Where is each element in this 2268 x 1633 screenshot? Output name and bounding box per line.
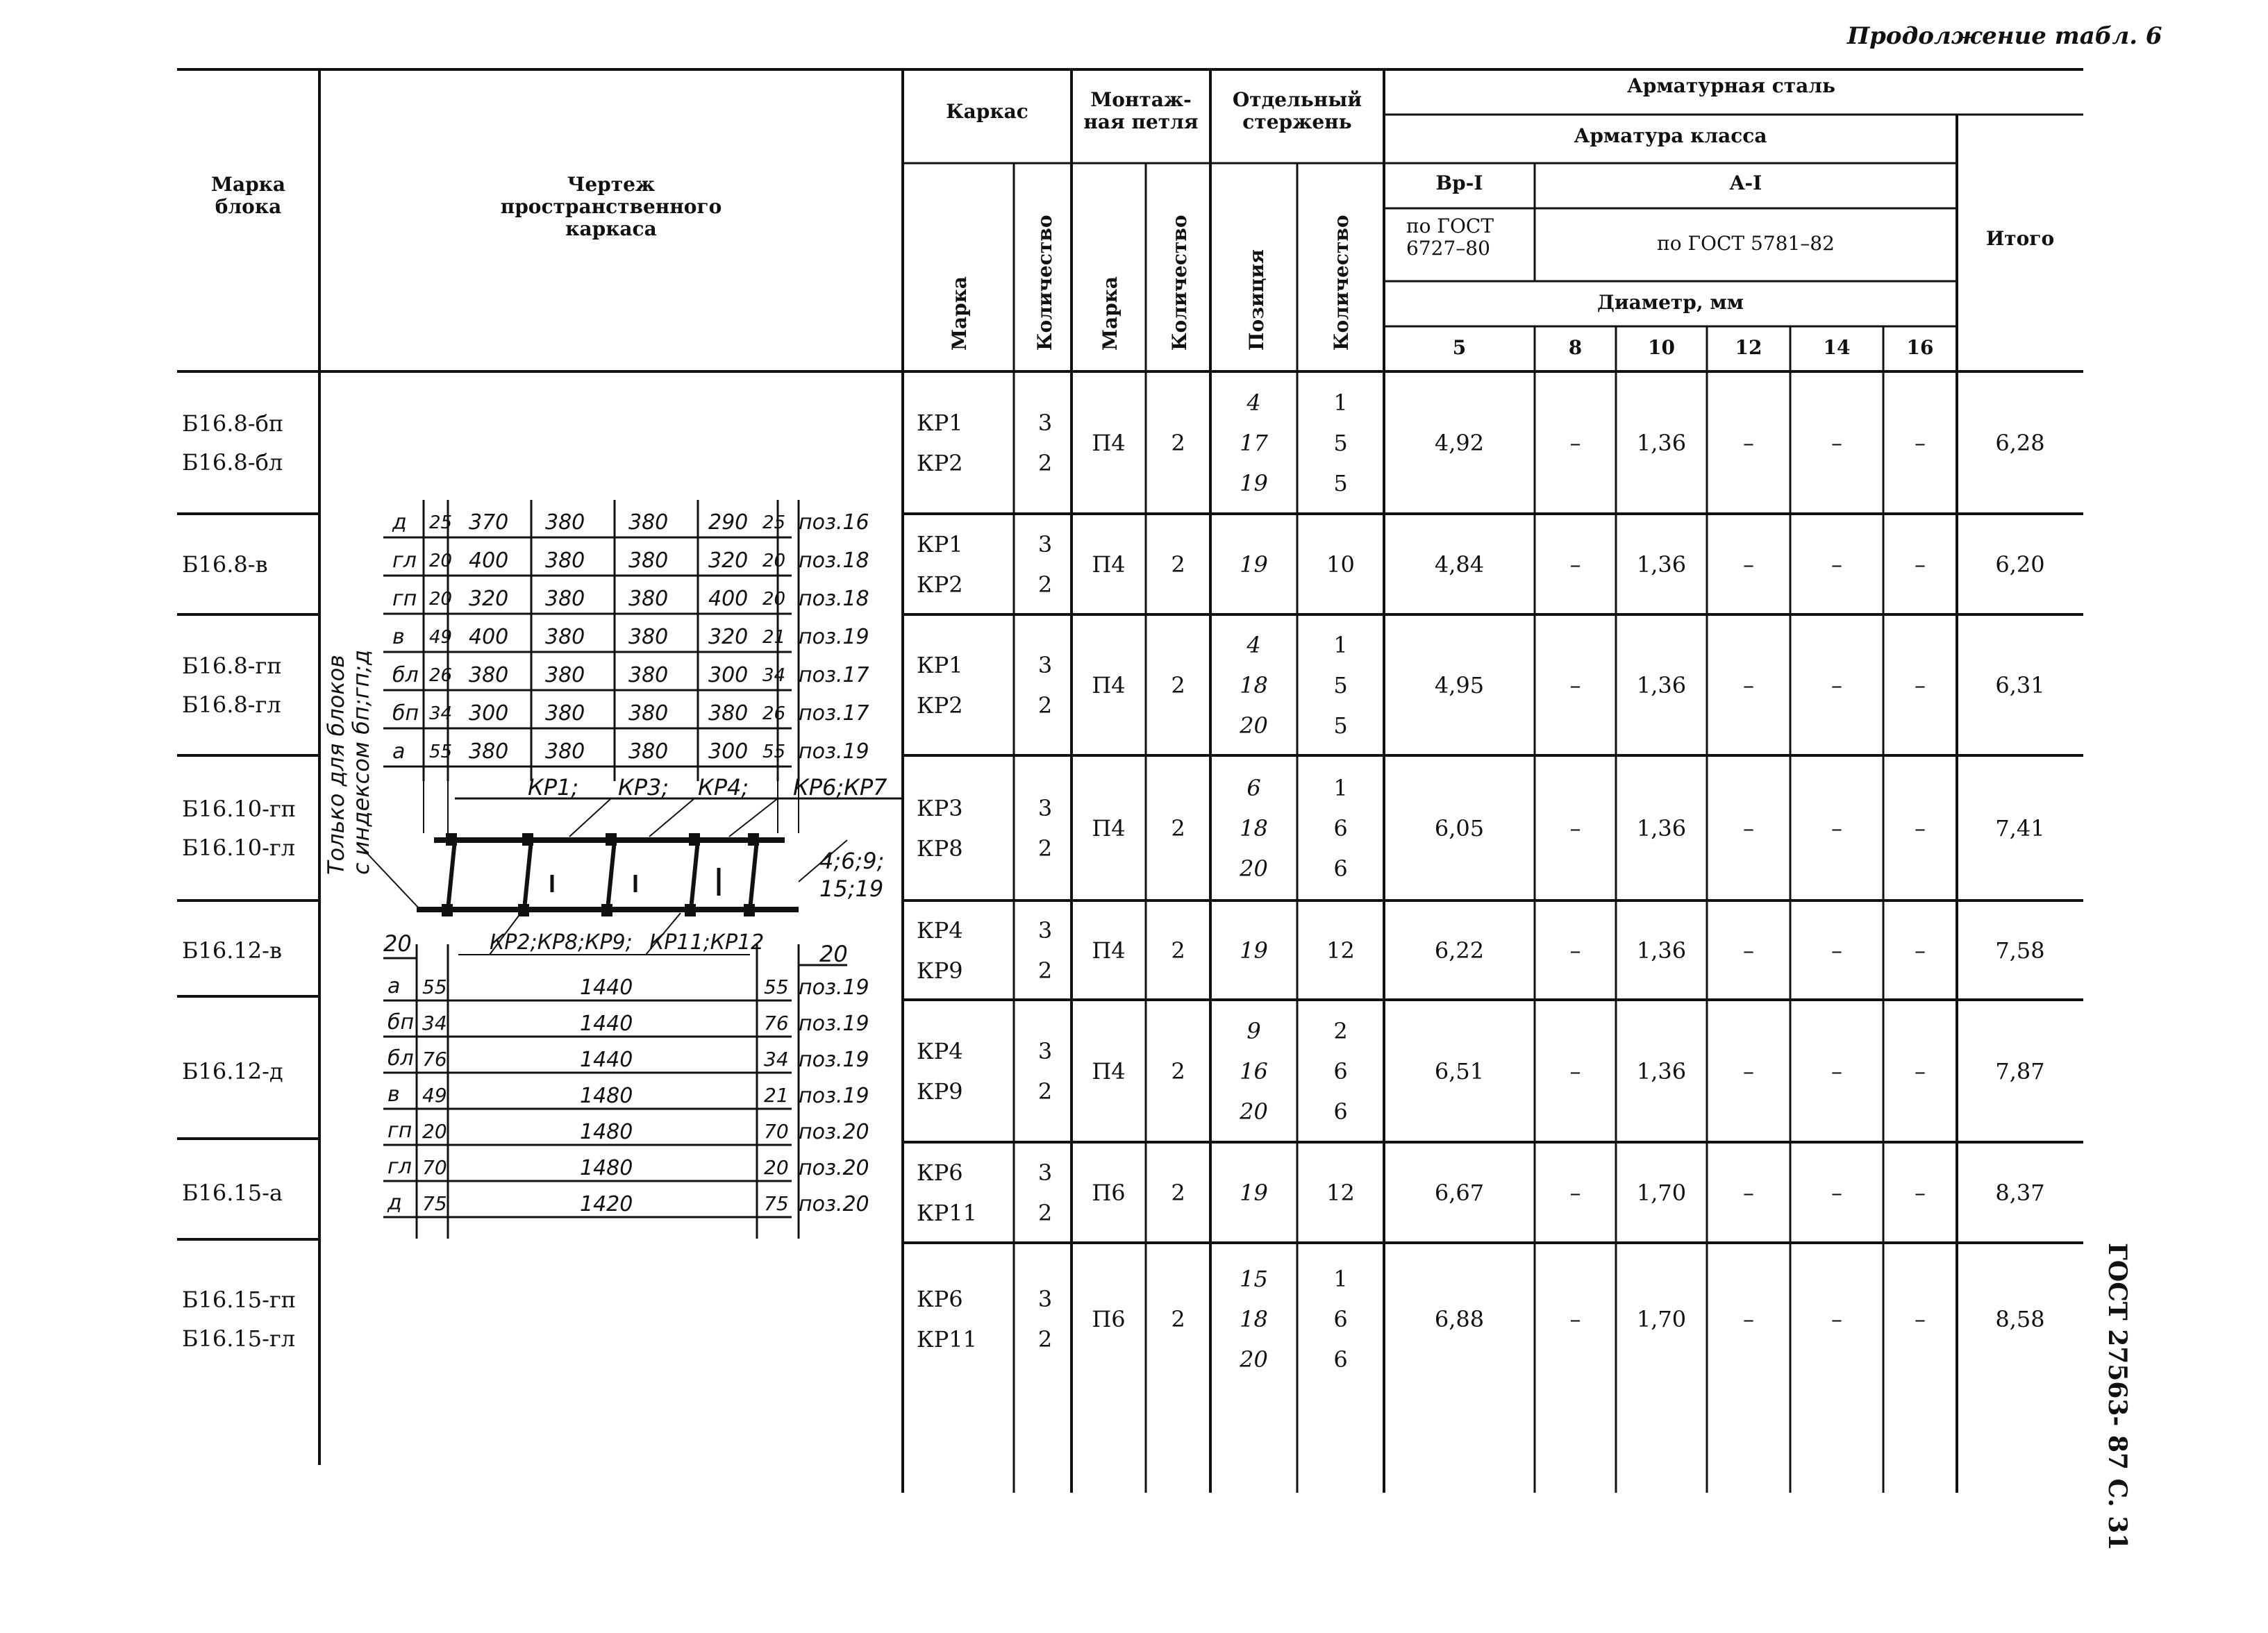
- cell-d14: –: [1831, 671, 1842, 698]
- cell-d10: 1,36: [1636, 671, 1687, 698]
- position-label: поз.19: [799, 1012, 869, 1036]
- block-mark: Б16.15-а: [182, 1179, 283, 1206]
- dim-value: 380: [469, 663, 509, 687]
- cell-d5: 6,05: [1434, 814, 1485, 841]
- dim-value: 75: [764, 1192, 789, 1215]
- cell-pos: 6 18 20: [1240, 774, 1268, 882]
- cell-d12: –: [1743, 1179, 1754, 1206]
- edge-dim: 20: [383, 930, 412, 957]
- cell-d14: –: [1831, 814, 1842, 841]
- cell-d14: –: [1831, 937, 1842, 964]
- position-label: поз.20: [799, 1156, 869, 1180]
- cell-d14: –: [1831, 1057, 1842, 1085]
- dim-value: 34: [429, 703, 453, 724]
- cell-pq: 10: [1326, 551, 1355, 578]
- cell-lq: 2: [1171, 429, 1185, 456]
- col-steel-header: Арматурная сталь: [1626, 74, 1836, 97]
- dim-value: 70: [422, 1156, 447, 1179]
- dim-value: 380: [545, 739, 585, 764]
- dim-value: 76: [764, 1012, 789, 1035]
- dim-value: 25: [762, 512, 786, 533]
- frame-node: [744, 904, 755, 916]
- cell-kq: 3 2: [1037, 794, 1053, 862]
- row-index: бл: [387, 1046, 414, 1071]
- block-mark: Б16.12-д: [182, 1057, 283, 1085]
- cell-lq: 2: [1171, 937, 1185, 964]
- dim-value: 400: [469, 625, 509, 649]
- cell-d10: 1,70: [1636, 1179, 1687, 1206]
- cell-d10: 1,36: [1636, 937, 1687, 964]
- dim-value: 380: [545, 663, 585, 687]
- row-index: в: [392, 625, 405, 649]
- row-index: д: [392, 510, 407, 535]
- dim-value: 380: [545, 701, 585, 726]
- dim-value: 34: [762, 665, 786, 686]
- cell-karkas: КР1 КР2: [917, 651, 963, 719]
- karkas-qty-header: Количество: [1033, 215, 1056, 351]
- cell-d14: –: [1831, 1306, 1842, 1332]
- cell-d14: –: [1831, 551, 1842, 578]
- col-drawing-header: Чертеж пространственного каркаса: [500, 173, 722, 240]
- dim-value: 300: [708, 663, 749, 687]
- cell-d12: –: [1743, 429, 1754, 456]
- frame-label-bottom: КР11;КР12: [649, 930, 765, 955]
- dim-value: 320: [708, 548, 749, 573]
- row-index: гл: [392, 548, 417, 573]
- cell-d10: 1,36: [1636, 551, 1687, 578]
- dim-value: 55: [762, 742, 786, 762]
- cell-d12: –: [1743, 1306, 1754, 1332]
- right-position-label: 4;6;9; 15;19: [819, 848, 885, 902]
- frame-node: [606, 833, 617, 846]
- dim-value: 320: [708, 625, 749, 649]
- leader-line: [649, 798, 694, 837]
- cell-d16: –: [1915, 551, 1926, 578]
- dim-value: 49: [429, 627, 453, 648]
- diam-16: 16: [1906, 336, 1934, 359]
- frame-post: [691, 840, 698, 910]
- rod-qty-header: Количество: [1330, 215, 1353, 351]
- dim-value: 380: [628, 663, 669, 687]
- frame-post: [524, 840, 531, 910]
- dim-value: 1480: [580, 1084, 633, 1108]
- cell-total: 8,58: [1995, 1306, 2045, 1332]
- cell-d12: –: [1743, 551, 1754, 578]
- cell-kq: 3 2: [1037, 409, 1053, 476]
- dim-value: 380: [628, 701, 669, 726]
- cell-d14: –: [1831, 1179, 1842, 1206]
- dim-value: 55: [764, 975, 789, 998]
- cell-pq: 2 6 6: [1333, 1017, 1348, 1125]
- diam-10: 10: [1648, 336, 1675, 359]
- dim-value: 380: [545, 510, 585, 535]
- rod-pos-header: Позиция: [1245, 249, 1268, 351]
- position-label: поз.17: [799, 663, 869, 687]
- cell-d16: –: [1915, 671, 1926, 698]
- cell-pq: 1 6 6: [1333, 774, 1348, 882]
- cell-total: 7,58: [1995, 937, 2045, 964]
- cell-d5: 6,67: [1434, 1179, 1485, 1206]
- position-label: поз.19: [799, 1084, 869, 1108]
- row-index: в: [387, 1082, 400, 1107]
- cell-pq: 1 5 5: [1333, 389, 1348, 496]
- position-label: поз.20: [799, 1192, 869, 1216]
- cell-lq: 2: [1171, 1057, 1185, 1085]
- frame-node: [442, 904, 453, 916]
- col-mark-header: Марка блока: [210, 173, 286, 218]
- dim-value: 1440: [580, 1012, 633, 1036]
- cell-d8: –: [1569, 429, 1581, 456]
- cell-d5: 6,51: [1434, 1057, 1485, 1085]
- row-index: гп: [392, 587, 417, 611]
- cell-total: 6,20: [1995, 551, 2045, 578]
- cell-karkas: КР3 КР8: [917, 794, 963, 862]
- cell-loop: П4: [1092, 937, 1126, 964]
- cell-lq: 2: [1171, 1306, 1185, 1332]
- dim-value: 1480: [580, 1120, 633, 1144]
- col-rod-header: Отдельный стержень: [1232, 88, 1362, 133]
- leader-line: [569, 798, 611, 837]
- dim-value: 20: [764, 1156, 789, 1179]
- frame-label-top: КР6;КР7: [793, 774, 887, 801]
- row-index: д: [387, 1191, 402, 1215]
- dim-value: 320: [469, 587, 509, 611]
- diam-8: 8: [1568, 336, 1583, 359]
- diam-14: 14: [1823, 336, 1851, 359]
- dim-value: 1440: [580, 1048, 633, 1072]
- cell-lq: 2: [1171, 1179, 1185, 1206]
- cell-kq: 3 2: [1037, 530, 1053, 598]
- cell-kq: 3 2: [1037, 651, 1053, 719]
- dim-value: 1480: [580, 1156, 633, 1180]
- cell-d5: 4,95: [1434, 671, 1485, 698]
- dim-value: 380: [628, 739, 669, 764]
- dim-value: 26: [762, 703, 786, 724]
- cell-total: 8,37: [1995, 1179, 2045, 1206]
- dim-value: 380: [628, 510, 669, 535]
- cell-d16: –: [1915, 1179, 1926, 1206]
- cell-pos: 19: [1240, 551, 1268, 578]
- dim-value: 380: [545, 587, 585, 611]
- cell-karkas: КР1 КР2: [917, 530, 963, 598]
- cell-total: 6,31: [1995, 671, 2045, 698]
- cell-karkas: КР6 КР11: [917, 1159, 978, 1226]
- dim-value: 70: [764, 1120, 789, 1143]
- cell-d16: –: [1915, 429, 1926, 456]
- dim-value: 34: [764, 1048, 789, 1071]
- cell-pq: 1 5 5: [1333, 631, 1348, 739]
- frame-drawing: [319, 486, 903, 1250]
- dim-value: 380: [628, 587, 669, 611]
- position-label: поз.18: [799, 548, 869, 573]
- side-gost-label: ГОСТ 27563- 87 С. 31: [2103, 1243, 2132, 1551]
- frame-post: [448, 840, 455, 910]
- cell-kq: 3 2: [1037, 1037, 1053, 1105]
- row-index: бп: [392, 701, 419, 726]
- position-label: поз.19: [799, 975, 869, 1000]
- cell-total: 6,28: [1995, 429, 2045, 456]
- cell-d8: –: [1569, 814, 1581, 841]
- frame-node: [689, 833, 700, 846]
- cell-total: 7,87: [1995, 1057, 2045, 1085]
- dim-value: 380: [628, 625, 669, 649]
- cell-d5: 4,84: [1434, 551, 1485, 578]
- col-bp1-header: Вр-I: [1435, 171, 1483, 194]
- cell-karkas: КР1 КР2: [917, 409, 963, 476]
- cell-d8: –: [1569, 551, 1581, 578]
- position-label: поз.19: [799, 625, 869, 649]
- position-label: поз.20: [799, 1120, 869, 1144]
- dim-value: 76: [422, 1048, 447, 1071]
- col-karkas-header: Каркас: [946, 100, 1028, 123]
- cell-d12: –: [1743, 814, 1754, 841]
- cell-d16: –: [1915, 937, 1926, 964]
- dim-value: 380: [708, 701, 749, 726]
- frame-node: [446, 833, 457, 846]
- cell-loop: П4: [1092, 814, 1126, 841]
- cell-d8: –: [1569, 937, 1581, 964]
- cell-lq: 2: [1171, 671, 1185, 698]
- position-label: поз.19: [799, 739, 869, 764]
- dim-value: 20: [429, 551, 453, 571]
- cell-d5: 6,22: [1434, 937, 1485, 964]
- col-total-header: Итого: [1985, 227, 2055, 250]
- dim-value: 370: [469, 510, 509, 535]
- position-label: поз.19: [799, 1048, 869, 1072]
- cell-d16: –: [1915, 814, 1926, 841]
- row-index: гп: [387, 1119, 412, 1143]
- cell-kq: 3 2: [1037, 1286, 1053, 1353]
- row-index: а: [392, 739, 406, 764]
- frame-label-top: КР1;: [528, 774, 579, 801]
- dim-value: 21: [764, 1084, 789, 1107]
- dim-value: 49: [422, 1084, 447, 1107]
- cell-karkas: КР4 КР9: [917, 1037, 963, 1105]
- dim-value: 34: [422, 1012, 447, 1035]
- cell-d8: –: [1569, 671, 1581, 698]
- cell-d8: –: [1569, 1057, 1581, 1085]
- frame-node: [748, 833, 759, 846]
- cell-total: 7,41: [1995, 814, 2045, 841]
- cell-pos: 9 16 20: [1240, 1017, 1268, 1125]
- cell-d5: 6,88: [1434, 1306, 1485, 1332]
- dim-value: 20: [762, 551, 786, 571]
- karkas-mark-header: Марка: [948, 276, 971, 351]
- dim-value: 380: [628, 548, 669, 573]
- cell-kq: 3 2: [1037, 916, 1053, 984]
- dim-value: 55: [429, 742, 453, 762]
- cell-karkas: КР4 КР9: [917, 916, 963, 984]
- dim-value: 1440: [580, 975, 633, 1000]
- dim-value: 400: [469, 548, 509, 573]
- cell-pq: 12: [1326, 1179, 1355, 1206]
- vertical-note: Только для блоков с индексом бп;гп;д: [323, 649, 374, 875]
- dim-value: 380: [469, 739, 509, 764]
- block-mark: Б16.15-гп Б16.15-гл: [182, 1287, 297, 1352]
- block-mark: Б16.12-в: [182, 937, 282, 964]
- dim-value: 380: [545, 548, 585, 573]
- cell-d14: –: [1831, 429, 1842, 456]
- cell-d12: –: [1743, 1057, 1754, 1085]
- cell-loop: П4: [1092, 671, 1126, 698]
- cell-pq: 12: [1326, 937, 1355, 964]
- cell-pos: 4 17 19: [1240, 389, 1268, 496]
- cell-pq: 1 6 6: [1333, 1266, 1348, 1373]
- dim-value: 75: [422, 1192, 447, 1215]
- cell-karkas: КР6 КР11: [917, 1286, 978, 1353]
- edge-dim: 20: [819, 941, 848, 967]
- col-gost-a: по ГОСТ 5781–82: [1657, 232, 1835, 255]
- cell-d12: –: [1743, 671, 1754, 698]
- frame-node: [685, 904, 696, 916]
- position-label: поз.16: [799, 510, 869, 535]
- frame-label-top: КР4;: [698, 774, 749, 801]
- dim-value: 1420: [580, 1192, 633, 1216]
- row-index: бл: [392, 663, 419, 687]
- dim-value: 300: [708, 739, 749, 764]
- row-index: гл: [387, 1155, 412, 1179]
- dim-value: 400: [708, 587, 749, 611]
- col-gost-bp: по ГОСТ 6727–80: [1406, 215, 1494, 260]
- cell-lq: 2: [1171, 814, 1185, 841]
- cell-loop: П4: [1092, 1057, 1126, 1085]
- position-label: поз.18: [799, 587, 869, 611]
- cell-d10: 1,36: [1636, 1057, 1687, 1085]
- dim-value: 55: [422, 975, 447, 998]
- cell-loop: П6: [1092, 1306, 1126, 1332]
- cell-d5: 4,92: [1434, 429, 1485, 456]
- block-mark: Б16.10-гп Б16.10-гл: [182, 795, 297, 861]
- col-loop-header: Монтаж- ная петля: [1083, 88, 1199, 133]
- frame-post: [608, 840, 615, 910]
- cell-lq: 2: [1171, 551, 1185, 578]
- loop-qty-header: Количество: [1168, 215, 1191, 351]
- dim-value: 25: [429, 512, 453, 533]
- cell-d8: –: [1569, 1179, 1581, 1206]
- dim-value: 20: [429, 589, 453, 610]
- dim-value: 20: [762, 589, 786, 610]
- frame-node: [601, 904, 612, 916]
- col-diameter-header: Диаметр, мм: [1596, 291, 1744, 314]
- cell-pos: 19: [1240, 937, 1268, 964]
- dim-value: 290: [708, 510, 749, 535]
- dim-value: 20: [422, 1120, 447, 1143]
- row-index: бп: [387, 1010, 415, 1035]
- cell-d10: 1,36: [1636, 814, 1687, 841]
- cell-pos: 19: [1240, 1179, 1268, 1206]
- dim-value: 300: [469, 701, 509, 726]
- block-mark: Б16.8-в: [182, 551, 268, 578]
- col-class-header: Арматура класса: [1574, 124, 1767, 147]
- col-a1-header: A-I: [1729, 171, 1762, 194]
- diam-12: 12: [1735, 336, 1762, 359]
- frame-label-top: КР3;: [618, 774, 669, 801]
- cell-loop: П4: [1092, 429, 1126, 456]
- cell-d16: –: [1915, 1057, 1926, 1085]
- block-mark: Б16.8-бп Б16.8-бл: [182, 410, 284, 476]
- cell-loop: П4: [1092, 551, 1126, 578]
- frame-node: [522, 833, 533, 846]
- block-mark: Б16.8-гп Б16.8-гл: [182, 652, 282, 718]
- page-header: Продолжение табл. 6: [1847, 22, 2162, 50]
- position-label: поз.17: [799, 701, 869, 726]
- cell-d10: 1,70: [1636, 1306, 1687, 1332]
- cell-pos: 15 18 20: [1240, 1266, 1268, 1373]
- cell-loop: П6: [1092, 1179, 1126, 1206]
- diam-5: 5: [1452, 336, 1467, 359]
- loop-mark-header: Марка: [1099, 276, 1122, 351]
- dim-value: 21: [762, 627, 786, 648]
- cell-d12: –: [1743, 937, 1754, 964]
- frame-label-bottom: КР2;КР8;КР9;: [490, 930, 633, 955]
- cell-d8: –: [1569, 1306, 1581, 1332]
- dim-value: 380: [545, 625, 585, 649]
- cell-kq: 3 2: [1037, 1159, 1053, 1226]
- cell-d10: 1,36: [1636, 429, 1687, 456]
- frame-post: [750, 840, 757, 910]
- leader-line: [729, 798, 778, 837]
- dim-value: 26: [429, 665, 453, 686]
- cell-pos: 4 18 20: [1240, 631, 1268, 739]
- row-index: а: [387, 974, 401, 998]
- cell-d16: –: [1915, 1306, 1926, 1332]
